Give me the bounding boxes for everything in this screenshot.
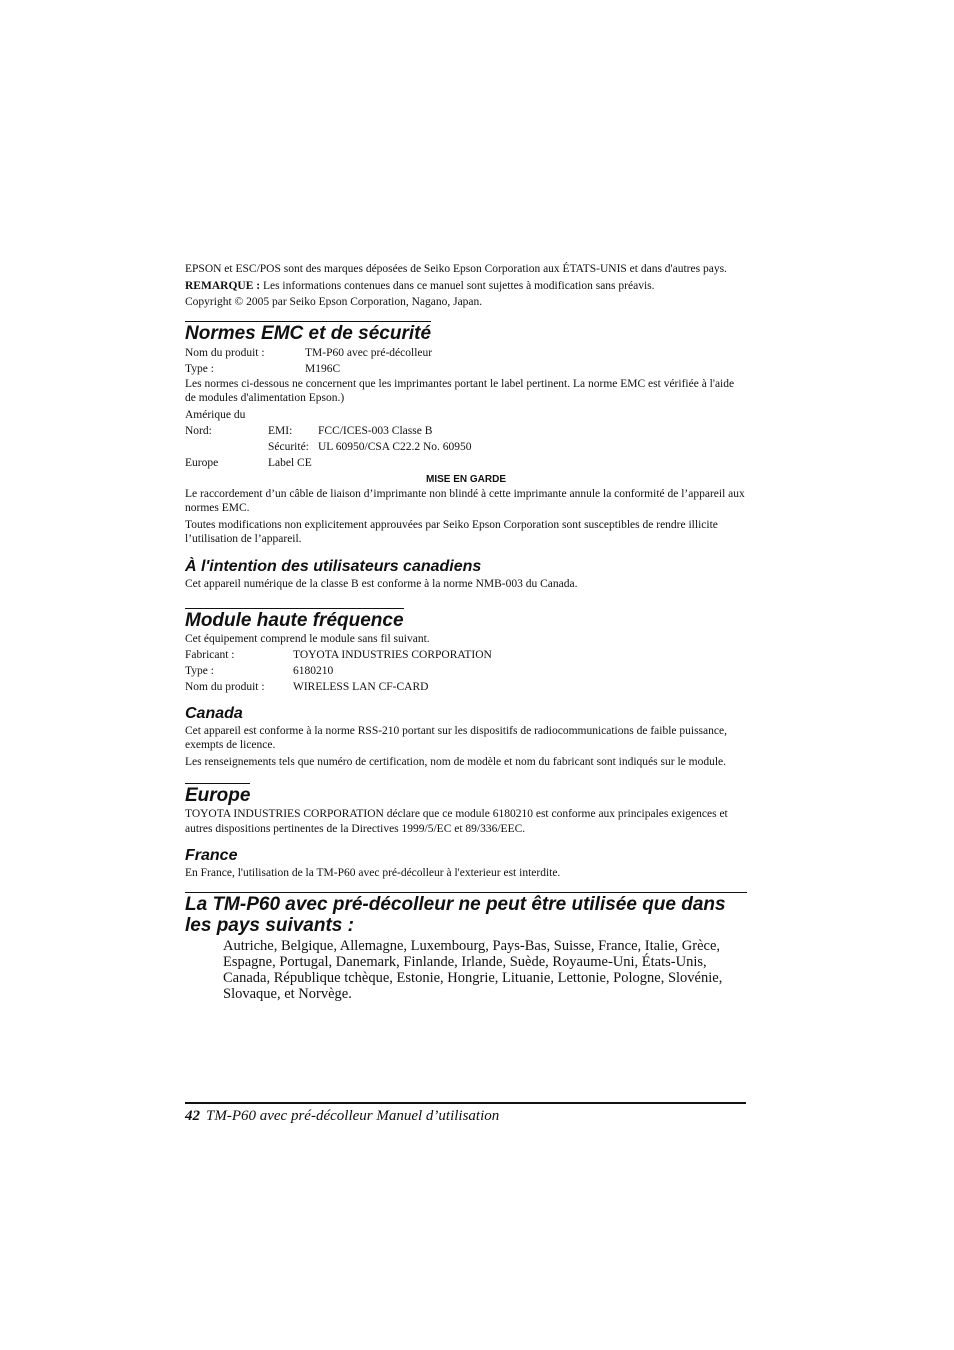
france-heading: France: [185, 847, 238, 864]
france-text: En France, l'utilisation de la TM-P60 avec pré-décolleur à l'exterieur est interdite.: [185, 867, 561, 879]
canada-text-2: Les renseignements tels que numéro de certification, nom de modèle et nom du fabricant sont indiqués sur le module.: [185, 755, 726, 768]
emc-note: Les normes ci-dessous ne concernent que les imprimantes portant le label pertinent. La norme EMC est vérifiée à l'aide de modules d'alimentation Epson.): [185, 377, 735, 404]
rf-type-row: [185, 663, 747, 679]
emc-europe-value: Label CE: [268, 456, 312, 469]
emc-safety-value: UL 60950/CSA C22.2 No. 60950: [318, 440, 472, 453]
europe-text: TOYOTA INDUSTRIES CORPORATION déclare que ce module 6180210 est conforme aux principales exigences et autres dispositions pertinentes de la Directives 1999/5/EC et 89/336/EEC.: [185, 808, 728, 835]
emc-emi-label: EMI:: [268, 424, 293, 437]
emc-type-label: Type :: [185, 362, 214, 375]
caution-title: MISE EN GARDE: [425, 473, 506, 485]
canada-heading: Canada: [185, 704, 243, 722]
caution-text-2: Toutes modifications non explicitement approuvées par Seiko Epson Corporation sont susceptibles de rendre illicite l’utilisation de l’appareil.: [185, 518, 718, 545]
page-footer: [185, 1102, 746, 1125]
trademark-text: EPSON et ESC/POS sont des marques déposées de Seiko Epson Corporation aux ÉTATS-UNIS et dans d'autres pays.: [185, 263, 727, 275]
rf-product-row: [185, 679, 747, 695]
emc-europe-row: [185, 455, 747, 471]
emc-product-value: TM-P60 avec pré-décolleur: [305, 346, 433, 359]
rf-maker-label: Fabricant :: [185, 648, 235, 661]
remark-text: Les informations contenues dans ce manuel sont sujettes à modification sans préavis.: [260, 279, 655, 292]
rf-heading: Module haute fréquence: [185, 610, 404, 631]
rf-maker-value: TOYOTA INDUSTRIES CORPORATION: [293, 648, 492, 661]
remark-label: REMARQUE :: [185, 279, 261, 292]
rf-intro: Cet équipement comprend le module sans fil suivant.: [185, 633, 430, 645]
emc-na-label1: Amérique du: [185, 408, 246, 421]
europe-heading: Europe: [185, 785, 251, 806]
copyright-text: Copyright © 2005 par Seiko Epson Corporation, Nagano, Japan.: [185, 296, 483, 308]
countries-heading: La TM-P60 avec pré-décolleur ne peut être utilisée que dans les pays suivants :: [185, 892, 747, 936]
emc-na-label2: Nord:: [185, 424, 212, 437]
canada-text-1: Cet appareil est conforme à la norme RSS-210 portant sur les dispositifs de radiocommunications de faible puissance, exempts de licence.: [185, 724, 727, 751]
remark-paragraph: [185, 279, 747, 294]
rf-type-label: Type :: [185, 664, 214, 677]
emc-safety-row: [185, 439, 747, 455]
emc-product-label: Nom du produit :: [185, 346, 265, 359]
canadian-text: Cet appareil numérique de la classe B est conforme à la norme NMB-003 du Canada.: [185, 577, 578, 590]
emc-europe-label: Europe: [185, 456, 219, 469]
page-number: 42: [185, 1108, 200, 1124]
caution-text-1: Le raccordement d’un câble de liaison d’imprimante non blindé à cette imprimante annule la conformité de l’appareil aux normes EMC.: [185, 487, 745, 514]
canadian-heading: À l'intention des utilisateurs canadiens: [185, 557, 482, 575]
emc-safety-label: Sécurité:: [268, 440, 309, 453]
emc-na-row1: [185, 407, 747, 423]
rf-maker-row: [185, 647, 747, 663]
emc-product-row: [185, 345, 747, 361]
rf-product-label: Nom du produit :: [185, 680, 265, 693]
rf-type-value: 6180210: [293, 664, 334, 677]
manual-title: TM-P60 avec pré-décolleur Manuel d’utilisation: [206, 1108, 500, 1124]
emc-emi-value: FCC/ICES-003 Classe B: [318, 424, 433, 437]
rf-product-value: WIRELESS LAN CF-CARD: [293, 680, 429, 693]
emc-type-row: [185, 361, 747, 377]
emc-type-value: M196C: [305, 362, 341, 375]
countries-list: Autriche, Belgique, Allemagne, Luxembourg, Pays-Bas, Suisse, France, Italie, Grèce, Espagne, Portugal, Danemark, Finlande, Irlande, Suède, Royaume-Uni, États-Unis, Canada, République tchèque, Estonie, Hongrie, Lituanie, Lettonie, Pologne, Slovénie, Slovaque, et Norvège.: [223, 937, 723, 1003]
page-content: [185, 262, 747, 1002]
emc-heading: Normes EMC et de sécurité: [185, 322, 432, 344]
emc-emi-row: [185, 423, 747, 439]
